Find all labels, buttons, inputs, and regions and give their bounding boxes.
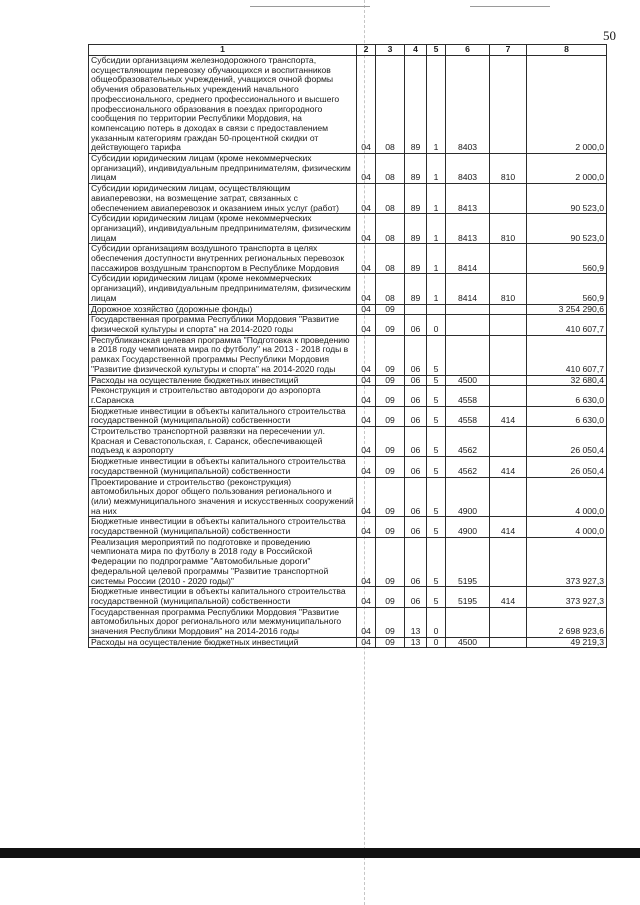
row-name-cell: Расходы на осуществление бюджетных инвестиций bbox=[89, 375, 357, 386]
row-amount-cell: 560,9 bbox=[527, 274, 607, 304]
row-code-cell: 06 bbox=[405, 517, 427, 537]
row-name-cell: Реализация мероприятий по подготовке и проведению чемпионата мира по футболу в 2018 году в Российской Федерации по подпрограмме "Автомобильные дороги" федеральной целевой программы "Развитие транспортной системы России (2010 - 2020 годы)" bbox=[89, 537, 357, 587]
column-header: 1 bbox=[89, 45, 357, 56]
row-code-cell: 09 bbox=[376, 335, 405, 375]
row-code-cell: 1 bbox=[427, 244, 446, 274]
row-code-cell bbox=[490, 315, 527, 335]
row-code-cell: 0 bbox=[427, 607, 446, 637]
row-code-cell bbox=[427, 304, 446, 315]
row-code-cell: 4558 bbox=[446, 406, 490, 426]
row-code-cell: 4558 bbox=[446, 386, 490, 406]
table-row bbox=[89, 406, 607, 426]
scan-mark bbox=[250, 6, 370, 7]
column-header: 7 bbox=[490, 45, 527, 56]
row-code-cell: 04 bbox=[357, 637, 376, 648]
row-code-cell: 4500 bbox=[446, 375, 490, 386]
row-code-cell: 06 bbox=[405, 537, 427, 587]
row-name-cell: Бюджетные инвестиции в объекты капитального строительства государственной (муниципальной) собственности bbox=[89, 457, 357, 477]
row-code-cell: 1 bbox=[427, 214, 446, 244]
row-code-cell: 08 bbox=[376, 214, 405, 244]
row-code-cell: 09 bbox=[376, 304, 405, 315]
table-row bbox=[89, 56, 607, 154]
row-code-cell: 810 bbox=[490, 154, 527, 184]
row-code-cell: 8413 bbox=[446, 214, 490, 244]
row-code-cell: 04 bbox=[357, 184, 376, 214]
row-code-cell: 5 bbox=[427, 375, 446, 386]
row-code-cell: 04 bbox=[357, 607, 376, 637]
row-code-cell bbox=[490, 607, 527, 637]
row-code-cell bbox=[446, 304, 490, 315]
row-code-cell: 8403 bbox=[446, 56, 490, 154]
row-code-cell: 04 bbox=[357, 375, 376, 386]
table-row bbox=[89, 274, 607, 304]
row-amount-cell: 26 050,4 bbox=[527, 457, 607, 477]
row-code-cell: 89 bbox=[405, 274, 427, 304]
table-row bbox=[89, 304, 607, 315]
row-code-cell: 13 bbox=[405, 637, 427, 648]
row-name-cell: Субсидии юридическим лицам (кроме некоммерческих организаций), индивидуальным предпринимателям, физическим лицам bbox=[89, 154, 357, 184]
row-code-cell bbox=[490, 244, 527, 274]
row-amount-cell: 6 630,0 bbox=[527, 386, 607, 406]
row-name-cell: Государственная программа Республики Мордовия "Развитие автомобильных дорог регионального или межмуниципального значения Республики Мордовия" на 2014-2016 годы bbox=[89, 607, 357, 637]
row-code-cell: 06 bbox=[405, 386, 427, 406]
row-code-cell: 04 bbox=[357, 274, 376, 304]
table-header-row bbox=[89, 45, 607, 56]
row-code-cell: 09 bbox=[376, 587, 405, 607]
row-name-cell: Субсидии юридическим лицам, осуществляющим авиаперевозки, на возмещение затрат, связанных с обеспечением авиаперевозок и оказанием иных услуг (работ) bbox=[89, 184, 357, 214]
row-code-cell: 08 bbox=[376, 154, 405, 184]
row-code-cell: 09 bbox=[376, 537, 405, 587]
row-amount-cell: 90 523,0 bbox=[527, 184, 607, 214]
row-code-cell: 0 bbox=[427, 637, 446, 648]
table-row bbox=[89, 587, 607, 607]
table-row bbox=[89, 244, 607, 274]
row-amount-cell: 90 523,0 bbox=[527, 214, 607, 244]
row-code-cell: 09 bbox=[376, 375, 405, 386]
row-code-cell: 06 bbox=[405, 477, 427, 517]
row-amount-cell: 373 927,3 bbox=[527, 587, 607, 607]
column-header: 4 bbox=[405, 45, 427, 56]
row-code-cell bbox=[490, 304, 527, 315]
row-amount-cell: 6 630,0 bbox=[527, 406, 607, 426]
row-code-cell: 810 bbox=[490, 214, 527, 244]
column-header: 2 bbox=[357, 45, 376, 56]
row-code-cell: 414 bbox=[490, 406, 527, 426]
row-amount-cell: 560,9 bbox=[527, 244, 607, 274]
row-code-cell bbox=[490, 184, 527, 214]
table-row bbox=[89, 214, 607, 244]
column-header: 5 bbox=[427, 45, 446, 56]
row-code-cell: 08 bbox=[376, 184, 405, 214]
row-code-cell: 1 bbox=[427, 154, 446, 184]
table-row bbox=[89, 517, 607, 537]
row-code-cell: 5 bbox=[427, 517, 446, 537]
row-name-cell: Бюджетные инвестиции в объекты капитального строительства государственной (муниципальной) собственности bbox=[89, 406, 357, 426]
row-code-cell: 4500 bbox=[446, 637, 490, 648]
row-code-cell: 04 bbox=[357, 517, 376, 537]
row-code-cell: 5 bbox=[427, 386, 446, 406]
row-amount-cell: 2 000,0 bbox=[527, 154, 607, 184]
table-row bbox=[89, 335, 607, 375]
row-amount-cell: 410 607,7 bbox=[527, 335, 607, 375]
row-code-cell: 5 bbox=[427, 537, 446, 587]
table-row bbox=[89, 427, 607, 457]
row-code-cell: 08 bbox=[376, 244, 405, 274]
row-code-cell: 4562 bbox=[446, 457, 490, 477]
scan-bottom-bar bbox=[0, 848, 640, 858]
row-amount-cell: 4 000,0 bbox=[527, 517, 607, 537]
row-code-cell: 09 bbox=[376, 517, 405, 537]
row-code-cell: 5 bbox=[427, 427, 446, 457]
row-code-cell bbox=[490, 537, 527, 587]
row-code-cell: 414 bbox=[490, 587, 527, 607]
row-code-cell: 89 bbox=[405, 184, 427, 214]
row-name-cell: Субсидии организациям воздушного транспорта в целях обеспечения доступности внутренних региональных перевозок пассажиров воздушным транспортом в Республике Мордовия bbox=[89, 244, 357, 274]
row-code-cell bbox=[490, 386, 527, 406]
row-code-cell bbox=[490, 56, 527, 154]
row-code-cell: 04 bbox=[357, 537, 376, 587]
row-code-cell: 4900 bbox=[446, 477, 490, 517]
row-code-cell: 04 bbox=[357, 457, 376, 477]
row-code-cell: 1 bbox=[427, 56, 446, 154]
row-code-cell: 0 bbox=[427, 315, 446, 335]
row-name-cell: Бюджетные инвестиции в объекты капитального строительства государственной (муниципальной) собственности bbox=[89, 517, 357, 537]
table-row bbox=[89, 315, 607, 335]
row-code-cell: 09 bbox=[376, 457, 405, 477]
row-code-cell: 04 bbox=[357, 477, 376, 517]
row-code-cell: 04 bbox=[357, 427, 376, 457]
row-amount-cell: 32 680,4 bbox=[527, 375, 607, 386]
row-code-cell: 8403 bbox=[446, 154, 490, 184]
row-code-cell bbox=[446, 335, 490, 375]
row-amount-cell: 373 927,3 bbox=[527, 537, 607, 587]
row-amount-cell: 3 254 290,6 bbox=[527, 304, 607, 315]
row-code-cell: 09 bbox=[376, 315, 405, 335]
row-code-cell: 8413 bbox=[446, 184, 490, 214]
row-name-cell: Расходы на осуществление бюджетных инвестиций bbox=[89, 637, 357, 648]
row-code-cell bbox=[405, 304, 427, 315]
row-code-cell bbox=[490, 427, 527, 457]
row-code-cell: 06 bbox=[405, 335, 427, 375]
row-code-cell: 5 bbox=[427, 587, 446, 607]
row-amount-cell: 2 000,0 bbox=[527, 56, 607, 154]
table-row bbox=[89, 386, 607, 406]
row-amount-cell: 4 000,0 bbox=[527, 477, 607, 517]
table-row bbox=[89, 637, 607, 648]
row-code-cell: 5195 bbox=[446, 587, 490, 607]
row-code-cell: 04 bbox=[357, 214, 376, 244]
row-code-cell bbox=[490, 637, 527, 648]
row-code-cell: 414 bbox=[490, 457, 527, 477]
row-name-cell: Реконструкция и строительство автодороги до аэропорта г.Саранска bbox=[89, 386, 357, 406]
table-row bbox=[89, 375, 607, 386]
page-number: 50 bbox=[603, 28, 616, 43]
row-code-cell: 06 bbox=[405, 587, 427, 607]
row-code-cell: 08 bbox=[376, 274, 405, 304]
table-row bbox=[89, 457, 607, 477]
row-name-cell: Субсидии организациям железнодорожного транспорта, осуществляющим перевозку обучающихся и воспитанников общеобразовательных учреждений, учащихся очной формы обучения образовательных учреждений начального профессионального, среднего профессионального и высшего профессионального образования в поездах пригородного сообщения по территории Республики Мордовия, на компенсацию потерь в доходах в связи с предоставлением указанным категориям граждан 50-процентной скидки от действующего тарифа bbox=[89, 56, 357, 154]
row-code-cell: 5195 bbox=[446, 537, 490, 587]
row-code-cell: 04 bbox=[357, 587, 376, 607]
row-code-cell: 06 bbox=[405, 427, 427, 457]
row-code-cell: 09 bbox=[376, 477, 405, 517]
row-code-cell: 89 bbox=[405, 56, 427, 154]
row-code-cell bbox=[446, 315, 490, 335]
row-code-cell: 1 bbox=[427, 184, 446, 214]
row-code-cell: 09 bbox=[376, 607, 405, 637]
column-header: 3 bbox=[376, 45, 405, 56]
row-code-cell bbox=[446, 607, 490, 637]
row-code-cell: 13 bbox=[405, 607, 427, 637]
row-code-cell: 810 bbox=[490, 274, 527, 304]
row-name-cell: Бюджетные инвестиции в объекты капитального строительства государственной (муниципальной) собственности bbox=[89, 587, 357, 607]
row-code-cell: 89 bbox=[405, 214, 427, 244]
row-code-cell: 4562 bbox=[446, 427, 490, 457]
row-code-cell: 09 bbox=[376, 427, 405, 457]
column-header: 8 bbox=[527, 45, 607, 56]
row-code-cell: 06 bbox=[405, 315, 427, 335]
row-code-cell bbox=[490, 335, 527, 375]
row-amount-cell: 26 050,4 bbox=[527, 427, 607, 457]
row-code-cell: 04 bbox=[357, 304, 376, 315]
row-code-cell bbox=[490, 375, 527, 386]
row-code-cell: 89 bbox=[405, 154, 427, 184]
row-name-cell: Государственная программа Республики Мордовия "Развитие физической культуры и спорта" на 2014-2020 годы bbox=[89, 315, 357, 335]
scan-mark bbox=[470, 6, 550, 7]
row-code-cell: 8414 bbox=[446, 244, 490, 274]
row-name-cell: Строительство транспортной развязки на пересечении ул. Красная и Севастопольская, г. Саранск, обеспечивающей подъезд к аэропорту bbox=[89, 427, 357, 457]
table-row bbox=[89, 537, 607, 587]
row-code-cell: 5 bbox=[427, 457, 446, 477]
row-amount-cell: 2 698 923,6 bbox=[527, 607, 607, 637]
table-row bbox=[89, 477, 607, 517]
row-amount-cell: 49 219,3 bbox=[527, 637, 607, 648]
row-amount-cell: 410 607,7 bbox=[527, 315, 607, 335]
row-code-cell: 04 bbox=[357, 406, 376, 426]
row-code-cell: 08 bbox=[376, 56, 405, 154]
table-row bbox=[89, 607, 607, 637]
row-code-cell bbox=[490, 477, 527, 517]
row-code-cell: 04 bbox=[357, 154, 376, 184]
row-code-cell: 06 bbox=[405, 457, 427, 477]
row-code-cell: 04 bbox=[357, 386, 376, 406]
row-name-cell: Субсидии юридическим лицам (кроме некоммерческих организаций), индивидуальным предпринимателям, физическим лицам bbox=[89, 214, 357, 244]
row-code-cell: 06 bbox=[405, 406, 427, 426]
row-code-cell: 06 bbox=[405, 375, 427, 386]
row-name-cell: Субсидии юридическим лицам (кроме некоммерческих организаций), индивидуальным предпринимателям, физическим лицам bbox=[89, 274, 357, 304]
row-code-cell: 5 bbox=[427, 335, 446, 375]
table-row bbox=[89, 184, 607, 214]
row-name-cell: Проектирование и строительство (реконструкция) автомобильных дорог общего пользования регионального и (или) межмуниципального значения и искусственных сооружений на них bbox=[89, 477, 357, 517]
row-code-cell: 04 bbox=[357, 315, 376, 335]
row-code-cell: 09 bbox=[376, 386, 405, 406]
row-code-cell: 09 bbox=[376, 637, 405, 648]
row-name-cell: Республиканская целевая программа "Подготовка к проведению в 2018 году чемпионата мира по футболу" на 2013 - 2018 годы в рамках Государственной программы Республики Мордовия "Развитие физической культуры и спорта" на 2014-2020 годы bbox=[89, 335, 357, 375]
table-body bbox=[89, 56, 607, 648]
row-name-cell: Дорожное хозяйство (дорожные фонды) bbox=[89, 304, 357, 315]
row-code-cell: 1 bbox=[427, 274, 446, 304]
row-code-cell: 09 bbox=[376, 406, 405, 426]
row-code-cell: 8414 bbox=[446, 274, 490, 304]
budget-table bbox=[88, 44, 607, 648]
row-code-cell: 5 bbox=[427, 406, 446, 426]
row-code-cell: 04 bbox=[357, 244, 376, 274]
row-code-cell: 414 bbox=[490, 517, 527, 537]
row-code-cell: 5 bbox=[427, 477, 446, 517]
column-header: 6 bbox=[446, 45, 490, 56]
row-code-cell: 4900 bbox=[446, 517, 490, 537]
row-code-cell: 89 bbox=[405, 244, 427, 274]
row-code-cell: 04 bbox=[357, 56, 376, 154]
row-code-cell: 04 bbox=[357, 335, 376, 375]
table-row bbox=[89, 154, 607, 184]
